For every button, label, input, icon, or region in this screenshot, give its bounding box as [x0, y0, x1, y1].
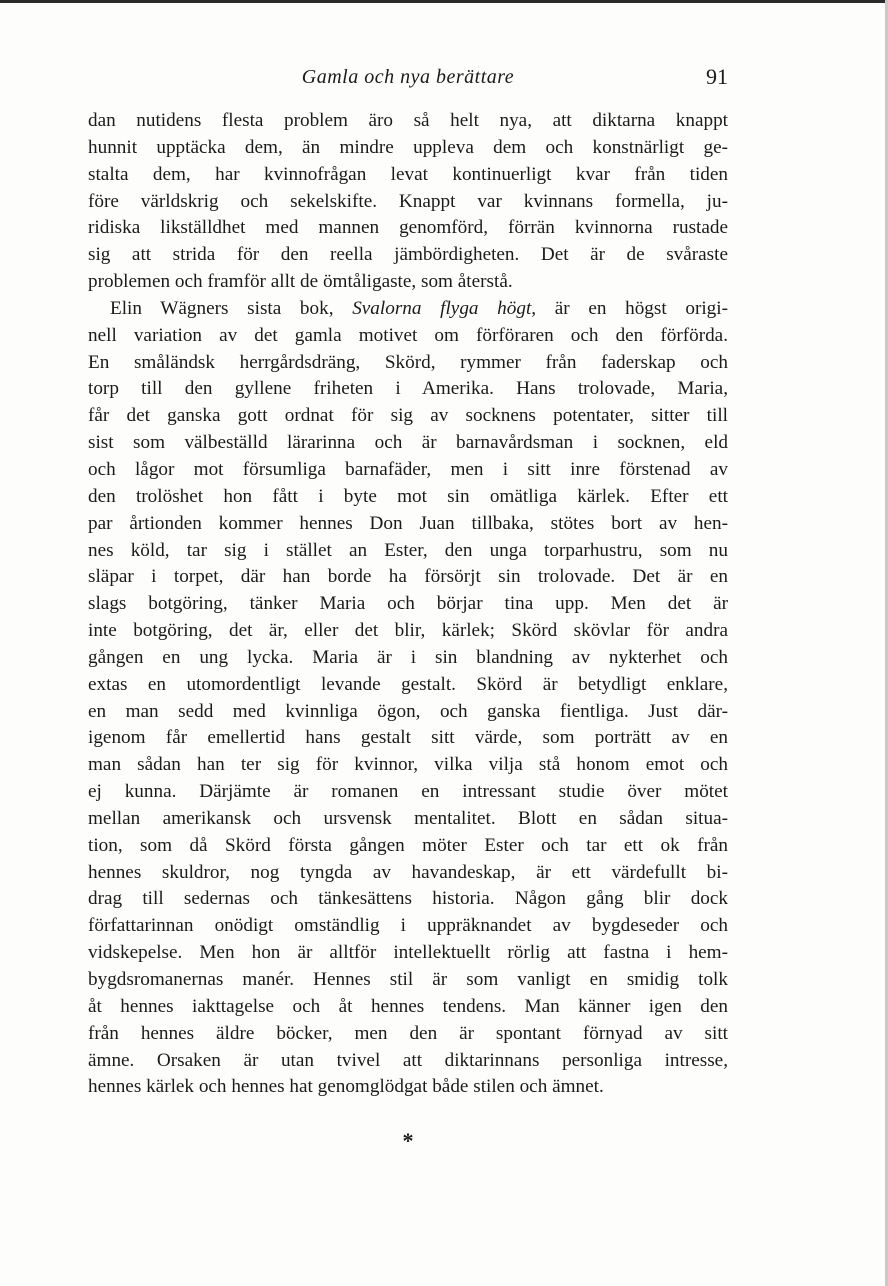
running-title: Gamla och nya berättare [301, 66, 515, 88]
scan-top-edge [0, 0, 888, 3]
text-line: torp till den gyllene friheten i Amerika. Hans trolovade, Maria, [88, 378, 728, 400]
text-line: dan nutidens flesta problem äro så helt nya, att diktarna knappt [88, 110, 728, 131]
text-line: mellan amerikansk och ursvensk mentalitet. Blott en sådan situa- [88, 807, 728, 829]
text-line: den trolöshet hon fått i byte mot sin omätliga kärlek. Efter ett [88, 485, 728, 507]
body-text [88, 108, 728, 1101]
text-line: drag till sedernas och tänkesättens historia. Någon gång blir dock [88, 888, 728, 910]
text-line: ridiska likställdhet med mannen genomförd, förrän kvinnorna rustade [88, 217, 728, 239]
text-line: par årtionden kommer hennes Don Juan tillbaka, stötes bort av hen- [88, 512, 728, 534]
paragraph-first-line [88, 296, 728, 323]
page-number: 91 [706, 64, 728, 89]
text-line: stalta dem, har kvinnofrågan levat kontinuerligt kvar från tiden [88, 163, 728, 185]
text-line: sig att strida för den reella jämbördigheten. Det är de svåraste [88, 244, 728, 266]
text-line: En småländsk herrgårdsdräng, Skörd, rymmer från faderskap och [88, 351, 728, 373]
text-line: nes köld, tar sig i stället an Ester, den unga torparhustru, som nu [88, 539, 728, 561]
text-line: igenom får emellertid hans gestalt sitt värde, som porträtt av en [88, 727, 728, 749]
text-line: får det ganska gott ordnat för sig av socknens potentater, sitter till [88, 405, 728, 427]
text-segment: Elin Wägners sista bok, [110, 297, 353, 319]
text-line: och lågor mot försumliga barnafäder, men i sitt inre förstenad av [88, 458, 728, 480]
text-line: problemen och framför allt de ömtåligaste, som återstå. [88, 271, 513, 293]
text-line: bygdsromanernas manér. Hennes stil är som vanligt en smidig tolk [88, 969, 728, 990]
text-line: åt hennes iakttagelse och åt hennes tendens. Man känner igen den [88, 995, 728, 1017]
section-break-asterisk: * [402, 1128, 414, 1153]
text-line: en man sedd med kvinnliga ögon, och ganska fientliga. Just där- [88, 700, 728, 722]
text-line: före världskrig och sekelskifte. Knappt var kvinnans formella, ju- [88, 190, 728, 212]
running-head [88, 64, 728, 94]
text-line: tion, som då Skörd första gången möter Ester och tar ett ok från [88, 834, 728, 856]
text-line: ej kunna. Därjämte är romanen en intressant studie över mötet [88, 781, 728, 803]
text-line: man sådan han ter sig för kvinnor, vilka vilja stå honom emot och [88, 754, 728, 776]
text-line: nell variation av det gamla motivet om förföraren och den förförda. [88, 324, 728, 346]
text-line: sist som välbeställd lärarinna och är barnavårdsman i socknen, eld [88, 432, 728, 454]
text-line: hennes skuldror, nog tyngda av havandeskap, är ett värdefullt bi- [88, 861, 728, 883]
text-line: författarinnan onödigt omständlig i uppräknandet av bygdeseder och [88, 915, 728, 937]
text-line: från hennes äldre böcker, men den är spontant förnyad av sitt [88, 1022, 728, 1044]
text-segment: är en högst origi- [536, 297, 728, 319]
text-line: slags botgöring, tänker Maria och börjar tina upp. Men det är [88, 593, 728, 615]
text-line: hunnit upptäcka dem, än mindre uppleva dem och konstnärligt ge- [88, 136, 728, 158]
text-line: hennes kärlek och hennes hat genomglödgat både stilen och ämnet. [88, 1076, 604, 1098]
text-line: ämne. Orsaken är utan tvivel att diktarinnans personliga intresse, [88, 1049, 728, 1071]
book-title: Svalorna flyga högt, [352, 297, 537, 319]
text-line: inte botgöring, det är, eller det blir, kärlek; Skörd skövlar för andra [88, 620, 728, 642]
text-line: vidskepelse. Men hon är alltför intellektuellt rörlig att fastna i hem- [88, 942, 728, 964]
text-line: extas en utomordentligt levande gestalt. Skörd är betydligt enklare, [88, 673, 728, 695]
text-line: gången en ung lycka. Maria är i sin blandning av nykterhet och [88, 646, 728, 668]
text-line: släpar i torpet, där han borde ha försörjt sin trolovade. Det är en [88, 566, 728, 588]
